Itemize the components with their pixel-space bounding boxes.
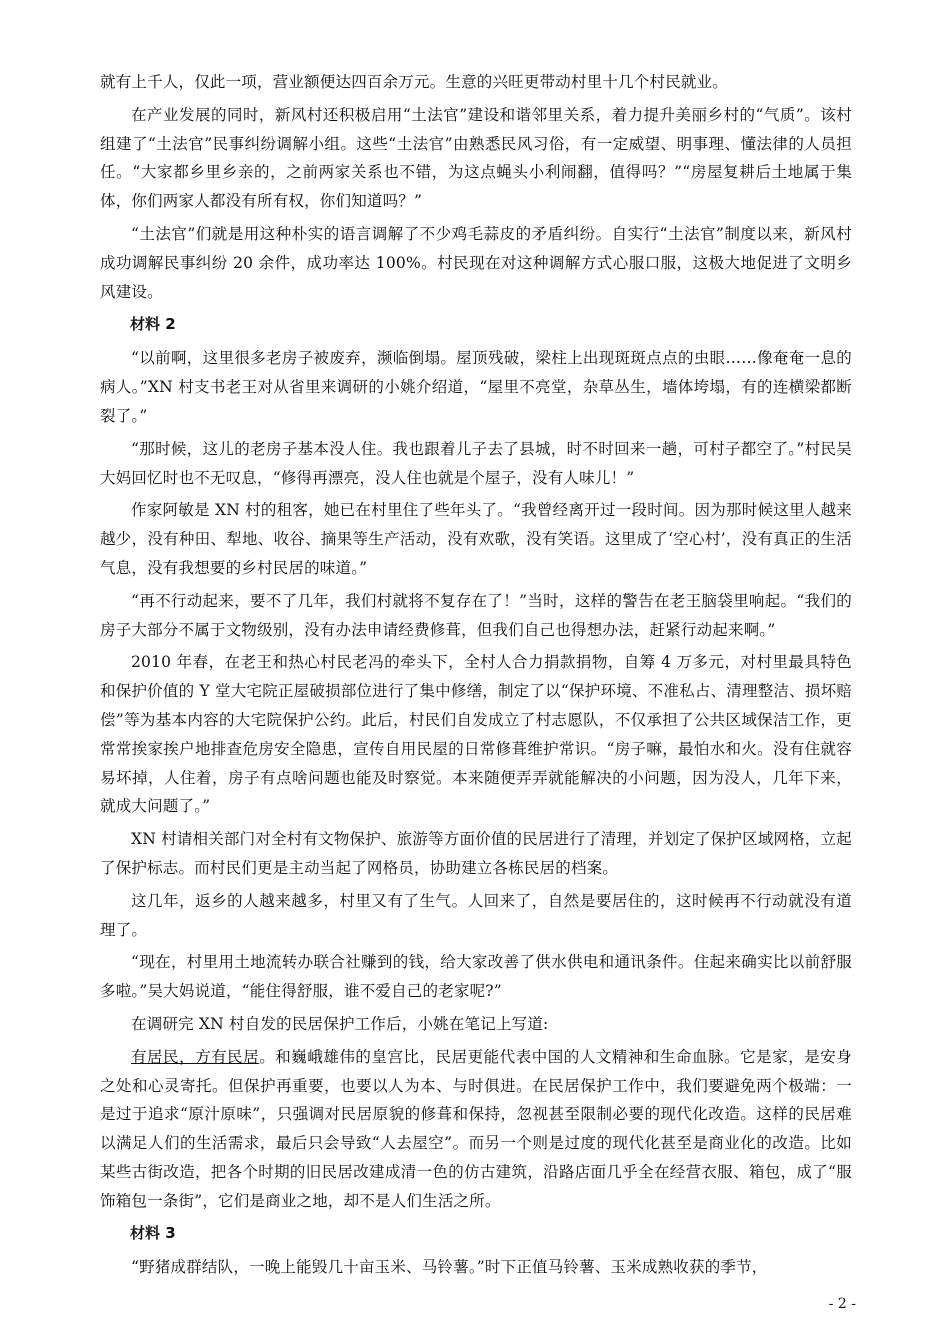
underlined-phrase: 有居民，方有民居: [131, 1047, 260, 1066]
paragraph-note: [100, 1043, 852, 1216]
paragraph: “现在，村里用土地流转办联合社赚到的钱，给大家改善了供水供电和通讯条件。住起来确实比以前舒服多啦。”吴大妈说道，“能住得舒服，谁不爱自己的老家呢?”: [100, 953, 852, 1001]
document-body: [100, 68, 852, 1286]
paragraph: 就有上千人，仅此一项，营业额便达四百余万元。生意的兴旺更带动村里十几个村民就业。: [100, 73, 729, 91]
paragraph: “野猪成群结队，一晚上能毁几十亩玉米、马铃薯。”时下正值马铃薯、玉米成熟收获的季节，: [131, 1258, 768, 1277]
paragraph: 作家阿敏是 XN 村的租客，她已在村里住了些年头了。“我曾经离开过一段时间。因为那时候这里人越来越少，没有种田、犁地、收谷、摘果等生产活动，没有欢歌，没有笑语。这里成了‘空心村’，没有真正的生活气息，没有我想要的乡村民居的味道。”: [100, 501, 852, 577]
paragraph: 在调研完 XN 村自发的民居保护工作后，小姚在笔记上写道:: [131, 1014, 549, 1033]
paragraph: 2010 年春，在老王和热心村民老冯的牵头下，全村人合力捐款捐物，自筹 4 万多元，对村里最具特色和保护价值的 Y 堂大宅院正屋破损部位进行了集中修缮，制定了以“保护环境、不准私占、清理整洁、损坏赔偿”等为基本内容的大宅院保护公约。此后，村民们自发成立了村志愿队，不仅承担了公共区域保洁工作，更常常挨家挨户地排查危房安全隐患，宣传自用民屋的日常修葺维护常识。“房子嘛，最怕水和火。没有住就容易坏掉，人住着，房子有点啥问题也能及时察觉。本来随便弄弄就能解决的小问题，因为没人，几年下来，就成大问题了。”: [100, 653, 852, 816]
paragraph-text: 。和巍峨雄伟的皇宫比，民居更能代表中国的人文精神和生命血脉。它是家，是安身之处和心灵寄托。但保护再重要，也要以人为本、与时俱进。在民居保护工作中，我们要避免两个极端：一是过于追求“原汁原味”，只强调对民居原貌的修葺和保持，忽视甚至限制必要的现代化改造。这样的民居难以满足人们的生活需求，最后只会导致“人去屋空”。而另一个则是过度的现代化甚至是商业化的改造。比如某些古街改造，把各个时期的旧民居改建成清一色的仿古建筑，沿路店面几乎全在经营衣服、箱包，成了“服饰箱包一条街”，它们是商业之地，却不是人们生活之所。: [100, 1047, 852, 1210]
section-heading-material-2: 材料 2: [130, 315, 176, 334]
page-number: - 2 -: [828, 1296, 856, 1312]
paragraph: 在产业发展的同时，新风村还积极启用“土法官”建设和谐邻里关系，着力提升美丽乡村的“气质”。该村组建了“土法官”民事纠纷调解小组。这些“土法官”由熟悉民风习俗，有一定威望、明事理、懂法律的人员担任。“大家都乡里乡亲的，之前两家关系也不错，为这点蝇头小利闹翻，值得吗？”“房屋复耕后土地属于集体，你们两家人都没有所有权，你们知道吗？”: [100, 105, 852, 211]
section-heading-material-3: 材料 3: [130, 1224, 176, 1243]
paragraph: XN 村请相关部门对全村有文物保护、旅游等方面价值的民居进行了清理，并划定了保护区域网格，立起了保护标志。而村民们更是主动当起了网格员，协助建立各栋民居的档案。: [100, 830, 852, 877]
paragraph: “再不行动起来，要不了几年，我们村就将不复存在了！”当时，这样的警告在老王脑袋里响起。“我们的房子大部分不属于文物级别，没有办法申请经费修葺，但我们自己也得想办法，赶紧行动起来啊。”: [100, 591, 852, 639]
paragraph: 这几年，返乡的人越来越多，村里又有了生气。人回来了，自然是要居住的，这时候再不行动就没有道理了。: [100, 891, 852, 939]
paragraph: “那时候，这儿的老房子基本没人住。我也跟着儿子去了县城，时不时回来一趟，可村子都空了。”村民吴大妈回忆时也不无叹息，“修得再漂亮，没人住也就是个屋子，没有人味儿！”: [100, 439, 852, 487]
paragraph: “土法官”们就是用这种朴实的语言调解了不少鸡毛蒜皮的矛盾纠纷。自实行“土法官”制度以来，新风村成功调解民事纠纷 20 余件，成功率达 100%。村民现在对这种调解方式心服口服，这极大地促进了文明乡风建设。: [100, 224, 852, 301]
paragraph: “以前啊，这里很多老房子被废弃，濒临倒塌。屋顶残破，梁柱上出现斑斑点点的虫眼……像奄奄一息的病人。”XN 村支书老王对从省里来调研的小姚介绍道，“屋里不亮堂，杂草丛生，墙体垮塌，有的连横梁都断裂了。”: [100, 349, 852, 425]
